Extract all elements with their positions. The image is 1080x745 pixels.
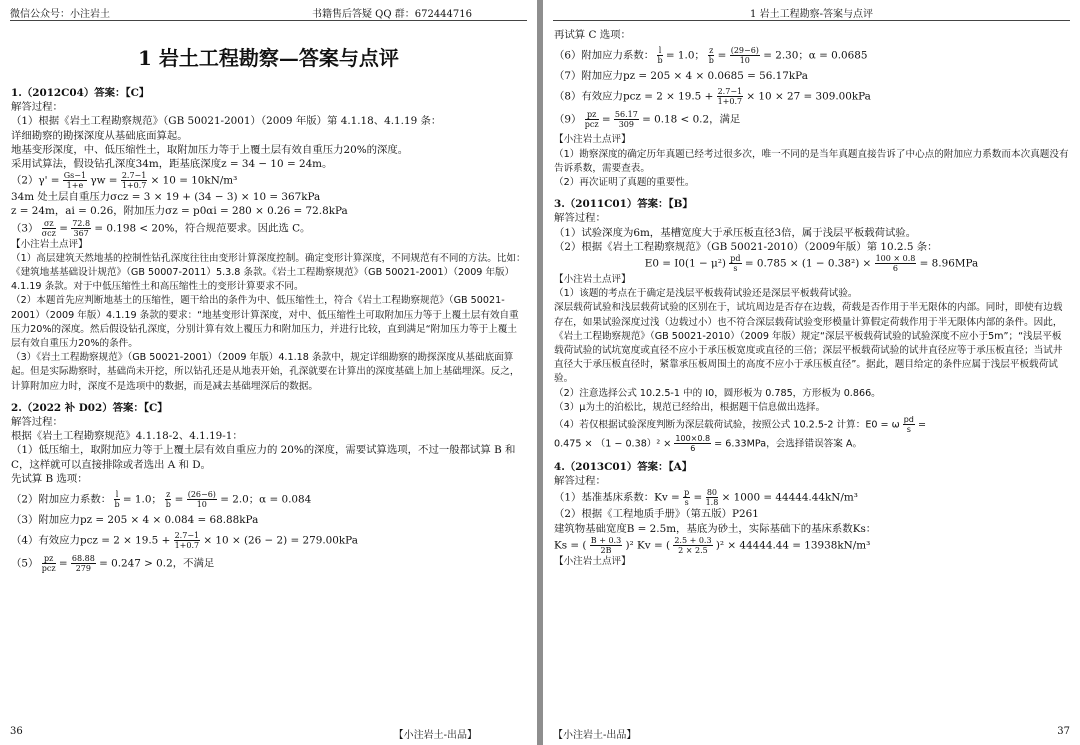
eq-text: = 0.198 < 20%，符合规范要求。因此选 C。: [94, 222, 311, 235]
fraction: [590, 536, 622, 555]
eq-text: （1）基准基床系数：Kv =: [554, 491, 680, 504]
eq-text: = 0.247 > 0.2，不满足: [99, 557, 215, 570]
comment-heading: 【小注岩土点评】: [554, 274, 631, 286]
fraction: [71, 554, 96, 573]
denominator: 6: [892, 264, 899, 274]
denominator: 1.8: [705, 498, 719, 508]
fraction: [717, 87, 744, 106]
eq-text: （8）有效应力pcz = 2 × 19.5 +: [554, 90, 714, 103]
equation-line: [554, 488, 1069, 507]
comment-text: （1）勘察深度的确定历年真题已经考过很多次，唯一不同的是当年真题直接告诉了中心点的附加应力系数而本次真题没有告诉系数，需要查表。: [554, 148, 1069, 174]
eq-text: （4）有效应力pcz = 2 × 19.5 +: [11, 534, 171, 547]
header-qq-group: 书籍售后答疑 QQ 群：672444716: [311, 9, 472, 20]
header-wechat: 微信公众号：小注岩土: [10, 9, 110, 20]
numerator: (26−6): [187, 490, 216, 500]
text-line: z = 24m，ai = 0.26，附加压力σz = p0αi = 280 × 0.26 = 72.8kPa: [11, 205, 348, 218]
numerator: z: [709, 46, 714, 56]
text-line: （3）附加应力pz = 205 × 4 × 0.084 = 68.88kPa: [11, 514, 259, 527]
numerator: 80: [706, 488, 718, 498]
page-number: 37: [1057, 726, 1070, 737]
equation-line: [554, 110, 1069, 129]
eq-text: = 6.33MPa，会选择错误答案 A。: [714, 438, 863, 450]
page-body: [11, 28, 526, 723]
fraction: [674, 434, 711, 453]
eq-text: =: [601, 113, 611, 126]
numerator: 2.7−1: [717, 87, 743, 97]
question-4-heading: 4.（2013C01）答案：【A】: [554, 461, 693, 474]
eq-text: （5）: [11, 557, 39, 570]
eq-text: × 10 × (26 − 2) = 279.00kPa: [203, 534, 358, 547]
denominator: 10: [196, 500, 207, 510]
page-header: [10, 5, 527, 21]
numerator: pd: [730, 254, 741, 264]
text-line: 先试算 B 选项：: [11, 472, 88, 485]
fraction: [114, 490, 119, 509]
numerator: 2.7−1: [121, 171, 147, 181]
eq-text: = 1.0；: [122, 493, 162, 506]
numerator: 100×0.8: [675, 434, 711, 444]
fraction: [614, 110, 639, 129]
eq-text: γw =: [90, 174, 118, 187]
denominator: s: [684, 498, 689, 508]
numerator: 72.8: [72, 218, 91, 228]
fraction: [165, 490, 171, 509]
question-2-heading: 2.（2022 补 D02）答案：【C】: [11, 401, 168, 414]
denominator: b: [114, 500, 120, 510]
comment-text: （3）《岩土工程勘察规范》（GB 50021-2001）（2009 年版）4.1.18 条款中，规定详细勘察的勘探深度从基础底面算起。但是实际勘察时，基础尚未开挖，所以钻孔还是从地表开始，孔深就要在计算出的深度基础上加上基础埋深。反之，计算附加应力时，深度不是选项中的数据，而是减去基础埋深后的数据。: [11, 352, 520, 392]
fraction: [730, 46, 760, 65]
footer-brand: 【小注岩土-出品】: [553, 730, 637, 741]
denominator: 1+0.7: [121, 181, 147, 191]
text-line: 根据《岩土工程勘察规范》4.1.18-2、4.1.19-1：: [11, 430, 243, 443]
fraction: [42, 219, 56, 238]
denominator: b: [708, 56, 714, 66]
fraction: [63, 171, 87, 190]
equation-line: [11, 219, 526, 238]
solve-label: 解答过程：: [11, 101, 63, 114]
text-line: 34m 处土层自重压力σcz = 3 × 19 + (34 − 3) × 10 = 367kPa: [11, 191, 321, 204]
fraction: [657, 46, 662, 65]
eq-text: × 1000 = 44444.44kN/m³: [721, 491, 858, 504]
right-page: [543, 0, 1080, 745]
eq-text: =: [59, 222, 68, 235]
numerator: (29−6): [730, 46, 759, 56]
fraction: [706, 488, 719, 507]
eq-text: =: [58, 557, 68, 570]
chapter-title: 1 岩土工程勘察—答案与点评: [138, 46, 399, 70]
comment-heading: 【小注岩土点评】: [11, 238, 88, 250]
eq-text: （3）: [11, 222, 39, 235]
numerator: 2.7−1: [174, 531, 200, 541]
text-line: 采用试算法，假设钻孔深度34m，距基底深度z = 34 − 10 = 24m。: [11, 158, 333, 171]
question-1-heading: 1.（2012C04）答案：【C】: [11, 87, 150, 99]
numerator: pz: [585, 110, 599, 120]
page-number: 36: [10, 726, 23, 737]
page-footer: [553, 726, 1070, 739]
comment-text: （2）再次证明了真题的重要性。: [554, 177, 695, 189]
comment-heading: 【小注岩土点评】: [554, 134, 631, 146]
denominator: σcz: [41, 228, 56, 238]
denominator: 6: [690, 444, 696, 454]
eq-text: （2）γ' =: [11, 174, 60, 187]
equation-line: [554, 87, 1069, 106]
eq-text: （4）若仅根据试验深度判断为深层载荷试验，按照公式 10.2.5-2 计算：E0 = ω: [554, 419, 900, 431]
eq-text: = 0.18 < 0.2，满足: [642, 113, 741, 126]
eq-text: =: [174, 493, 184, 506]
header-chapter: 1 岩土工程勘察-答案与点评: [750, 9, 873, 20]
page-body: [554, 28, 1069, 723]
fraction: [708, 46, 714, 65]
eq-text: × 10 × 27 = 309.00kPa: [746, 90, 871, 103]
solve-label: 解答过程：: [554, 212, 606, 225]
eq-text: =: [917, 419, 926, 431]
eq-text: = 0.785 × (1 − 0.38²) ×: [744, 257, 872, 270]
text-line: 再试算 C 选项：: [554, 29, 631, 41]
fraction: [729, 254, 741, 273]
numerator: B + 0.3: [590, 535, 622, 545]
eq-text: （9）: [554, 113, 582, 126]
comment-text: （2）注意选择公式 10.2.5-1 中的 I0，圆形板为 0.785，方形板为 0.866。: [554, 387, 881, 399]
denominator: pcz: [41, 564, 56, 574]
text-line: （2）根据《岩土工程勘察规范》（GB 50021-2010）（2009年版）第 10.2.5 条：: [554, 240, 938, 253]
eq-text: = 2.0；α = 0.084: [220, 493, 312, 506]
fraction: [683, 488, 690, 507]
text-line: （1）根据《岩土工程勘察规范》（GB 50021-2001）（2009 年版）第 4.1.18、4.1.19 条：: [11, 115, 442, 128]
equation-line: [554, 46, 1069, 65]
denominator: 279: [75, 564, 91, 574]
eq-text: )² × 44444.44 = 13938kN/m³: [715, 539, 871, 552]
fraction: [903, 415, 915, 434]
numerator: l: [658, 46, 662, 56]
fraction: [42, 554, 56, 573]
fraction: [585, 110, 599, 129]
page-footer: [10, 726, 527, 739]
numerator: z: [166, 490, 171, 500]
fraction: [71, 219, 91, 238]
numerator: p: [684, 488, 690, 498]
comment-text: 深层载荷试验和浅层载荷试验的区别在于，试坑周边是否存在边载，荷载是否作用于半无限体的内部。同时，即使有边载存在，如果试验深度过浅（边载过小）也不符合深层载荷试验变形模量计算假定荷载作用于半无限体内部的条件。因此，《岩土工程勘察规范》（GB 50021-2010）（2009 年版）规定“深层平板载荷试验的试验深度不应小于5m”；“浅层平板载荷试验的试坑宽度或直径不应小于承压板宽度或直径的三倍；深层平板载荷试验的试井直径应等于承压板直径；当试井直径大于承压板直径时，紧靠承压板周围土的高度不应小于承压板直径”。据此，题目给定的条件应属于浅层平板载荷试验。: [554, 302, 1063, 385]
numerator: Gs−1: [63, 171, 87, 181]
numerator: l: [115, 490, 119, 500]
fraction: [875, 254, 917, 273]
eq-text: = 2.30；α = 0.0685: [763, 49, 868, 62]
text-line: 详细勘察的勘探深度从基础底面算起。: [11, 129, 188, 142]
eq-text: （6）附加应力系数：: [554, 49, 655, 62]
numerator: 56.17: [614, 110, 638, 120]
denominator: pcz: [584, 120, 599, 130]
text-line: （7）附加应力pz = 205 × 4 × 0.0685 = 56.17kPa: [554, 70, 808, 83]
denominator: b: [657, 56, 663, 66]
equation-line: [11, 554, 526, 573]
comment-text: （2）本题首先应判断地基土的压缩性，题干给出的条件为中、低压缩性土，符合《岩土工程勘察规范》（GB 50021-2001）（2009 年版）4.1.19 条款的要求：“地基变形计算深度，对中、低压缩性土可取附加压力等于上覆土层有效自重压力20%的深度。然后假设钻孔深度，分别计算有效上覆压力和附加压力，并进行比较，直到满足“附加压力等于上覆土层有效自重压力20%的条件。: [11, 295, 519, 350]
eq-text: )² Kv = (: [625, 539, 671, 552]
page-header: [553, 5, 1070, 21]
equation-line: [11, 171, 526, 190]
eq-text: =: [693, 491, 703, 504]
denominator: 1+e: [66, 181, 84, 191]
fraction: [121, 171, 148, 190]
denominator: 1+0.7: [174, 541, 200, 551]
comment-text: （1）高层建筑天然地基的控制性钻孔深度往往由变形计算深度控制。确定变形计算深度，不同规范有不同的方法。比如：《建筑地基基础设计规范》（GB 50007-2011）5.3.8 条款。《岩土工程勘察规范》（GB 50021-2001）（2009 年版）4.1.19 条款。对于中低压缩性土和高压缩性土的变形计算要求不同。: [11, 252, 526, 293]
denominator: s: [733, 264, 738, 274]
eq-text: Ks = (: [554, 539, 587, 552]
numerator: 68.88: [71, 554, 95, 564]
text-line: （2）根据《工程地质手册》（第五版）P261: [554, 508, 759, 521]
equation-line: [11, 531, 526, 550]
denominator: 10: [739, 56, 750, 66]
eq-text: =: [717, 49, 727, 62]
text-line: 建筑物基础宽度B = 2.5m，基底为砂土，实际基础下的基床系数Ks：: [554, 522, 877, 535]
numerator: 2.5 + 0.3: [674, 535, 712, 545]
text-line: 地基变形深度，中、低压缩性土，取附加压力等于上覆土层有效自重压力20%的深度。: [11, 143, 409, 156]
equation-line: [554, 254, 1069, 273]
equation-line: [554, 536, 1069, 555]
fraction: [187, 490, 217, 509]
equation-line: [554, 434, 1069, 453]
comment-text: （3）μ为土的泊松比，规范已经给出，根据题干信息做出选择。: [554, 401, 826, 413]
equation-line: [11, 490, 526, 509]
footer-brand: 【小注岩土-出品】: [393, 730, 477, 741]
eq-text: × 10 = 10kN/m³: [150, 174, 238, 187]
solve-label: 解答过程：: [554, 475, 606, 488]
text-line: （1）试验深度为6m，基槽宽度大于承压板直径3倍，属于浅层平板载荷试验。: [554, 226, 917, 239]
numerator: 100 × 0.8: [875, 254, 916, 264]
solve-label: 解答过程：: [11, 416, 63, 429]
numerator: pd: [903, 415, 914, 425]
denominator: 2B: [600, 545, 612, 555]
denominator: 2 × 2.5: [678, 545, 708, 555]
equation-line: [554, 415, 1069, 434]
fraction: [673, 536, 712, 555]
text-line: （1）低压缩土，取附加应力等于上覆土层有效自重应力的 20%的深度，需要试算选项，不过一般都试算 B 和 C，这样就可以直接排除或者选出 A 和 D。: [11, 444, 516, 471]
comment-heading: 【小注岩土点评】: [554, 555, 631, 567]
eq-text: 0.475 × （1 − 0.38）² ×: [554, 438, 672, 450]
eq-text: = 8.96MPa: [919, 257, 979, 270]
fraction: [174, 531, 201, 550]
eq-text: = 1.0；: [665, 49, 705, 62]
question-3-heading: 3.（2011C01）答案：【B】: [554, 198, 693, 211]
numerator: σz: [42, 219, 56, 229]
denominator: 309: [618, 120, 634, 130]
denominator: s: [906, 425, 911, 435]
numerator: pz: [42, 554, 56, 564]
denominator: 1+0.7: [717, 97, 743, 107]
left-page: [0, 0, 537, 745]
eq-text: （2）附加应力系数：: [11, 493, 112, 506]
eq-text: E0 = I0(1 − μ²): [644, 257, 726, 270]
denominator: 367: [73, 228, 89, 238]
comment-text: （1）该题的考点在于确定是浅层平板载荷试验还是深层平板载荷试验。: [554, 288, 858, 300]
denominator: b: [165, 500, 171, 510]
